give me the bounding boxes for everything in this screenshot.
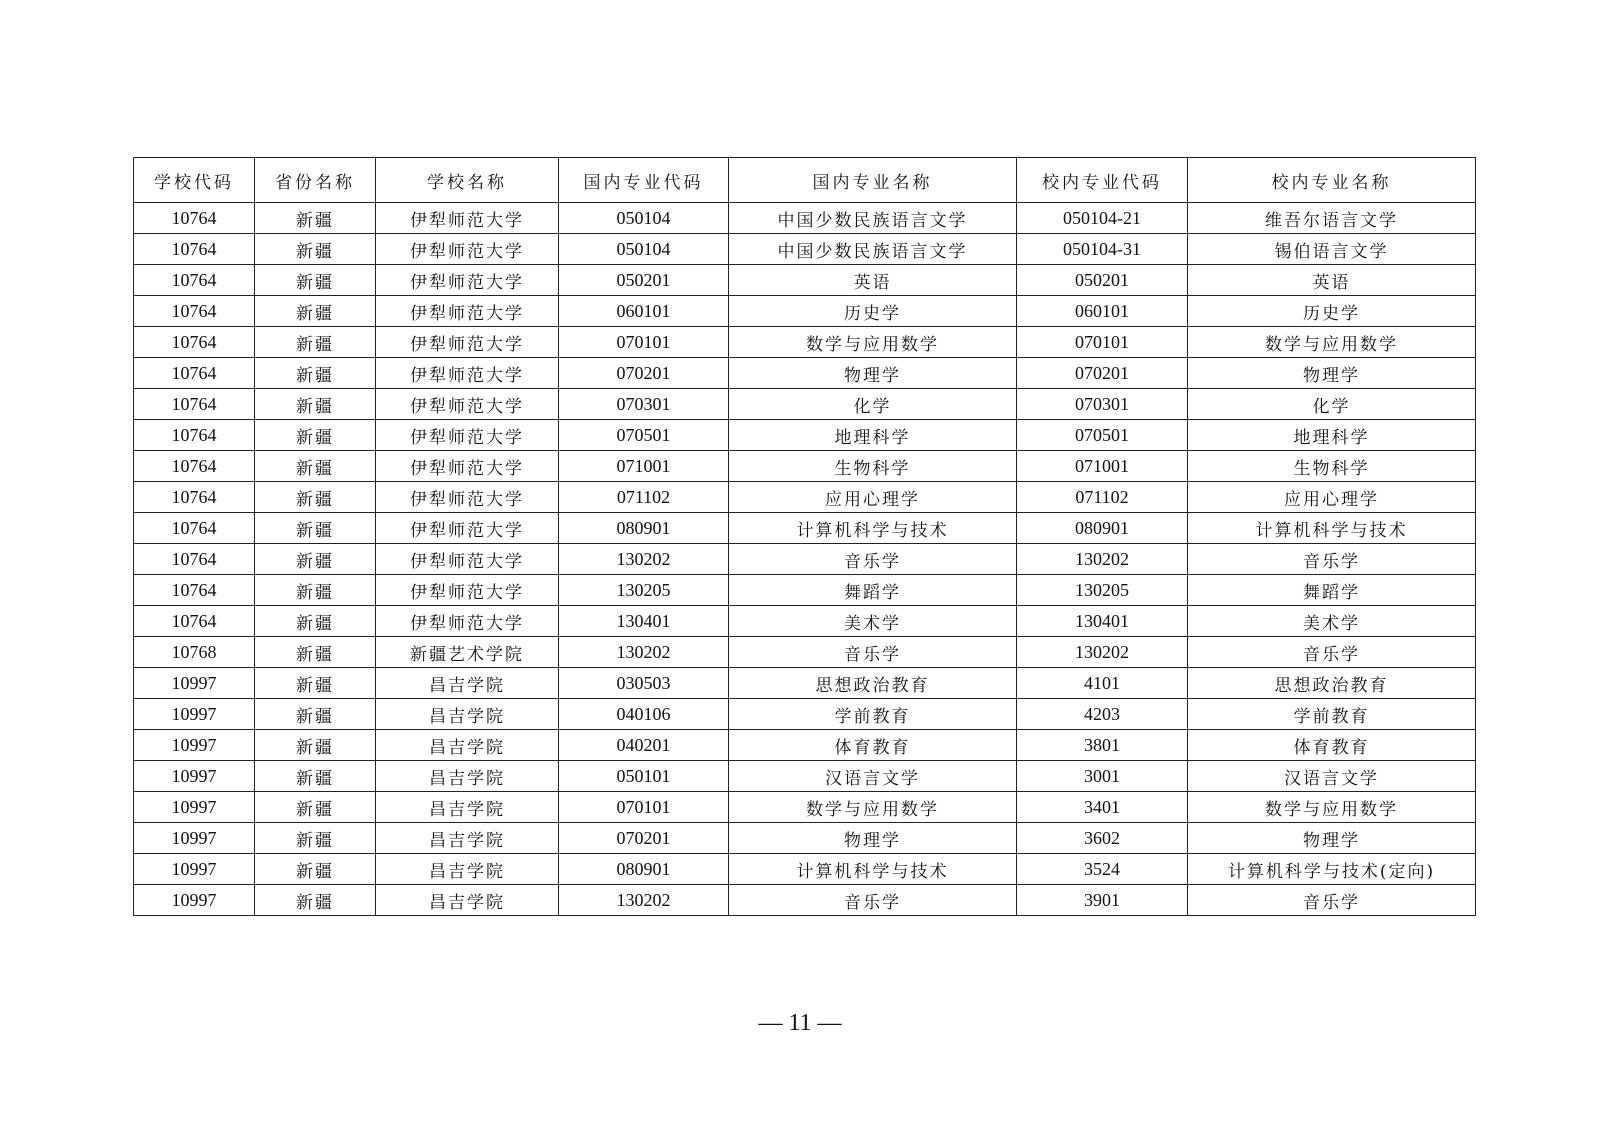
school-name-cell: 昌吉学院 bbox=[376, 885, 559, 916]
school-name-cell: 伊犁师范大学 bbox=[376, 358, 559, 389]
province-name-cell: 新疆 bbox=[255, 606, 376, 637]
national-major-name-cell: 地理科学 bbox=[729, 420, 1017, 451]
school-name-cell: 伊犁师范大学 bbox=[376, 296, 559, 327]
national-major-name-cell: 音乐学 bbox=[729, 544, 1017, 575]
campus-major-name-cell: 地理科学 bbox=[1188, 420, 1476, 451]
national-major-code-cell: 080901 bbox=[559, 513, 729, 544]
school-name-cell: 伊犁师范大学 bbox=[376, 575, 559, 606]
school-code-cell: 10764 bbox=[134, 451, 255, 482]
school-name-cell: 伊犁师范大学 bbox=[376, 389, 559, 420]
province-name-cell: 新疆 bbox=[255, 265, 376, 296]
province-name-cell: 新疆 bbox=[255, 544, 376, 575]
school-name-cell: 伊犁师范大学 bbox=[376, 606, 559, 637]
table-row bbox=[134, 513, 1476, 544]
province-name-cell: 新疆 bbox=[255, 420, 376, 451]
table-row bbox=[134, 606, 1476, 637]
campus-major-name-cell: 应用心理学 bbox=[1188, 482, 1476, 513]
school-name-cell: 伊犁师范大学 bbox=[376, 327, 559, 358]
school-code-cell: 10997 bbox=[134, 668, 255, 699]
header-campus-major-name: 校内专业名称 bbox=[1188, 158, 1476, 203]
table-row bbox=[134, 482, 1476, 513]
school-code-cell: 10764 bbox=[134, 358, 255, 389]
campus-major-name-cell: 音乐学 bbox=[1188, 637, 1476, 668]
header-national-major-name: 国内专业名称 bbox=[729, 158, 1017, 203]
campus-major-code-cell: 130401 bbox=[1017, 606, 1188, 637]
campus-major-name-cell: 历史学 bbox=[1188, 296, 1476, 327]
national-major-code-cell: 050104 bbox=[559, 234, 729, 265]
national-major-name-cell: 音乐学 bbox=[729, 637, 1017, 668]
table-row bbox=[134, 203, 1476, 234]
national-major-name-cell: 计算机科学与技术 bbox=[729, 854, 1017, 885]
campus-major-name-cell: 生物科学 bbox=[1188, 451, 1476, 482]
table-row bbox=[134, 699, 1476, 730]
table-row bbox=[134, 730, 1476, 761]
national-major-name-cell: 计算机科学与技术 bbox=[729, 513, 1017, 544]
national-major-name-cell: 英语 bbox=[729, 265, 1017, 296]
school-name-cell: 昌吉学院 bbox=[376, 761, 559, 792]
table-row bbox=[134, 451, 1476, 482]
campus-major-name-cell: 汉语言文学 bbox=[1188, 761, 1476, 792]
national-major-code-cell: 130205 bbox=[559, 575, 729, 606]
national-major-name-cell: 数学与应用数学 bbox=[729, 327, 1017, 358]
campus-major-name-cell: 体育教育 bbox=[1188, 730, 1476, 761]
school-name-cell: 昌吉学院 bbox=[376, 792, 559, 823]
table-row bbox=[134, 823, 1476, 854]
province-name-cell: 新疆 bbox=[255, 854, 376, 885]
province-name-cell: 新疆 bbox=[255, 296, 376, 327]
page-number: — 11 — bbox=[758, 1010, 842, 1036]
school-code-cell: 10768 bbox=[134, 637, 255, 668]
campus-major-name-cell: 数学与应用数学 bbox=[1188, 327, 1476, 358]
school-name-cell: 伊犁师范大学 bbox=[376, 420, 559, 451]
campus-major-code-cell: 070201 bbox=[1017, 358, 1188, 389]
campus-major-code-cell: 050104-31 bbox=[1017, 234, 1188, 265]
national-major-name-cell: 思想政治教育 bbox=[729, 668, 1017, 699]
header-school-code: 学校代码 bbox=[134, 158, 255, 203]
province-name-cell: 新疆 bbox=[255, 203, 376, 234]
province-name-cell: 新疆 bbox=[255, 358, 376, 389]
table-body bbox=[134, 203, 1476, 916]
province-name-cell: 新疆 bbox=[255, 823, 376, 854]
table-row bbox=[134, 327, 1476, 358]
school-code-cell: 10764 bbox=[134, 482, 255, 513]
national-major-code-cell: 070101 bbox=[559, 327, 729, 358]
campus-major-name-cell: 计算机科学与技术 bbox=[1188, 513, 1476, 544]
school-name-cell: 昌吉学院 bbox=[376, 823, 559, 854]
campus-major-name-cell: 舞蹈学 bbox=[1188, 575, 1476, 606]
school-code-cell: 10764 bbox=[134, 513, 255, 544]
campus-major-code-cell: 071001 bbox=[1017, 451, 1188, 482]
school-name-cell: 伊犁师范大学 bbox=[376, 265, 559, 296]
campus-major-code-cell: 3801 bbox=[1017, 730, 1188, 761]
campus-major-code-cell: 3901 bbox=[1017, 885, 1188, 916]
campus-major-name-cell: 思想政治教育 bbox=[1188, 668, 1476, 699]
table-row bbox=[134, 358, 1476, 389]
school-code-cell: 10764 bbox=[134, 389, 255, 420]
campus-major-code-cell: 080901 bbox=[1017, 513, 1188, 544]
campus-major-name-cell: 学前教育 bbox=[1188, 699, 1476, 730]
school-code-cell: 10997 bbox=[134, 699, 255, 730]
campus-major-code-cell: 070301 bbox=[1017, 389, 1188, 420]
table-row bbox=[134, 668, 1476, 699]
school-code-cell: 10997 bbox=[134, 730, 255, 761]
national-major-name-cell: 中国少数民族语言文学 bbox=[729, 234, 1017, 265]
national-major-name-cell: 化学 bbox=[729, 389, 1017, 420]
campus-major-code-cell: 070501 bbox=[1017, 420, 1188, 451]
national-major-name-cell: 音乐学 bbox=[729, 885, 1017, 916]
province-name-cell: 新疆 bbox=[255, 668, 376, 699]
national-major-name-cell: 数学与应用数学 bbox=[729, 792, 1017, 823]
campus-major-code-cell: 130202 bbox=[1017, 544, 1188, 575]
province-name-cell: 新疆 bbox=[255, 575, 376, 606]
campus-major-code-cell: 060101 bbox=[1017, 296, 1188, 327]
school-code-cell: 10997 bbox=[134, 823, 255, 854]
national-major-code-cell: 130401 bbox=[559, 606, 729, 637]
table-row bbox=[134, 265, 1476, 296]
national-major-name-cell: 体育教育 bbox=[729, 730, 1017, 761]
header-national-major-code: 国内专业代码 bbox=[559, 158, 729, 203]
national-major-code-cell: 040106 bbox=[559, 699, 729, 730]
campus-major-code-cell: 3401 bbox=[1017, 792, 1188, 823]
table-row bbox=[134, 885, 1476, 916]
header-campus-major-code: 校内专业代码 bbox=[1017, 158, 1188, 203]
national-major-code-cell: 040201 bbox=[559, 730, 729, 761]
school-code-cell: 10764 bbox=[134, 234, 255, 265]
national-major-name-cell: 历史学 bbox=[729, 296, 1017, 327]
campus-major-name-cell: 化学 bbox=[1188, 389, 1476, 420]
table-row bbox=[134, 296, 1476, 327]
table-row bbox=[134, 389, 1476, 420]
national-major-code-cell: 080901 bbox=[559, 854, 729, 885]
campus-major-code-cell: 071102 bbox=[1017, 482, 1188, 513]
table-row bbox=[134, 575, 1476, 606]
table-row bbox=[134, 854, 1476, 885]
campus-major-code-cell: 3001 bbox=[1017, 761, 1188, 792]
campus-major-code-cell: 070101 bbox=[1017, 327, 1188, 358]
national-major-code-cell: 050104 bbox=[559, 203, 729, 234]
national-major-code-cell: 070201 bbox=[559, 823, 729, 854]
national-major-name-cell: 美术学 bbox=[729, 606, 1017, 637]
table-header-row bbox=[134, 158, 1476, 203]
national-major-name-cell: 中国少数民族语言文学 bbox=[729, 203, 1017, 234]
table-row bbox=[134, 761, 1476, 792]
school-code-cell: 10997 bbox=[134, 885, 255, 916]
national-major-name-cell: 应用心理学 bbox=[729, 482, 1017, 513]
school-name-cell: 昌吉学院 bbox=[376, 699, 559, 730]
campus-major-code-cell: 050104-21 bbox=[1017, 203, 1188, 234]
table-row bbox=[134, 544, 1476, 575]
national-major-name-cell: 汉语言文学 bbox=[729, 761, 1017, 792]
campus-major-code-cell: 130202 bbox=[1017, 637, 1188, 668]
school-code-cell: 10764 bbox=[134, 544, 255, 575]
national-major-code-cell: 071001 bbox=[559, 451, 729, 482]
national-major-code-cell: 050101 bbox=[559, 761, 729, 792]
national-major-name-cell: 物理学 bbox=[729, 358, 1017, 389]
school-code-cell: 10764 bbox=[134, 203, 255, 234]
national-major-code-cell: 071102 bbox=[559, 482, 729, 513]
table-row bbox=[134, 792, 1476, 823]
campus-major-name-cell: 数学与应用数学 bbox=[1188, 792, 1476, 823]
table-row bbox=[134, 234, 1476, 265]
province-name-cell: 新疆 bbox=[255, 761, 376, 792]
national-major-code-cell: 070101 bbox=[559, 792, 729, 823]
school-name-cell: 新疆艺术学院 bbox=[376, 637, 559, 668]
school-code-cell: 10764 bbox=[134, 327, 255, 358]
header-school-name: 学校名称 bbox=[376, 158, 559, 203]
campus-major-code-cell: 3602 bbox=[1017, 823, 1188, 854]
national-major-name-cell: 物理学 bbox=[729, 823, 1017, 854]
national-major-code-cell: 060101 bbox=[559, 296, 729, 327]
school-code-cell: 10997 bbox=[134, 854, 255, 885]
province-name-cell: 新疆 bbox=[255, 234, 376, 265]
campus-major-name-cell: 音乐学 bbox=[1188, 544, 1476, 575]
national-major-code-cell: 070501 bbox=[559, 420, 729, 451]
school-name-cell: 昌吉学院 bbox=[376, 730, 559, 761]
campus-major-code-cell: 130205 bbox=[1017, 575, 1188, 606]
province-name-cell: 新疆 bbox=[255, 637, 376, 668]
school-code-cell: 10764 bbox=[134, 265, 255, 296]
campus-major-code-cell: 4101 bbox=[1017, 668, 1188, 699]
school-name-cell: 伊犁师范大学 bbox=[376, 234, 559, 265]
national-major-name-cell: 生物科学 bbox=[729, 451, 1017, 482]
campus-major-name-cell: 英语 bbox=[1188, 265, 1476, 296]
province-name-cell: 新疆 bbox=[255, 885, 376, 916]
campus-major-name-cell: 锡伯语言文学 bbox=[1188, 234, 1476, 265]
table-row bbox=[134, 637, 1476, 668]
header-province-name: 省份名称 bbox=[255, 158, 376, 203]
campus-major-code-cell: 3524 bbox=[1017, 854, 1188, 885]
province-name-cell: 新疆 bbox=[255, 482, 376, 513]
national-major-code-cell: 130202 bbox=[559, 637, 729, 668]
campus-major-code-cell: 4203 bbox=[1017, 699, 1188, 730]
school-code-cell: 10997 bbox=[134, 761, 255, 792]
province-name-cell: 新疆 bbox=[255, 792, 376, 823]
national-major-code-cell: 070201 bbox=[559, 358, 729, 389]
campus-major-name-cell: 美术学 bbox=[1188, 606, 1476, 637]
school-name-cell: 伊犁师范大学 bbox=[376, 203, 559, 234]
school-code-cell: 10764 bbox=[134, 296, 255, 327]
national-major-code-cell: 050201 bbox=[559, 265, 729, 296]
school-code-cell: 10764 bbox=[134, 575, 255, 606]
national-major-name-cell: 学前教育 bbox=[729, 699, 1017, 730]
school-name-cell: 昌吉学院 bbox=[376, 668, 559, 699]
school-name-cell: 伊犁师范大学 bbox=[376, 482, 559, 513]
campus-major-name-cell: 计算机科学与技术(定向) bbox=[1188, 854, 1476, 885]
campus-major-name-cell: 物理学 bbox=[1188, 358, 1476, 389]
school-name-cell: 昌吉学院 bbox=[376, 854, 559, 885]
campus-major-code-cell: 050201 bbox=[1017, 265, 1188, 296]
major-table bbox=[133, 157, 1476, 916]
campus-major-name-cell: 物理学 bbox=[1188, 823, 1476, 854]
province-name-cell: 新疆 bbox=[255, 730, 376, 761]
province-name-cell: 新疆 bbox=[255, 513, 376, 544]
province-name-cell: 新疆 bbox=[255, 327, 376, 358]
school-name-cell: 伊犁师范大学 bbox=[376, 544, 559, 575]
school-code-cell: 10764 bbox=[134, 420, 255, 451]
campus-major-name-cell: 音乐学 bbox=[1188, 885, 1476, 916]
national-major-code-cell: 070301 bbox=[559, 389, 729, 420]
national-major-code-cell: 030503 bbox=[559, 668, 729, 699]
province-name-cell: 新疆 bbox=[255, 451, 376, 482]
national-major-name-cell: 舞蹈学 bbox=[729, 575, 1017, 606]
school-name-cell: 伊犁师范大学 bbox=[376, 513, 559, 544]
table-row bbox=[134, 420, 1476, 451]
province-name-cell: 新疆 bbox=[255, 389, 376, 420]
school-name-cell: 伊犁师范大学 bbox=[376, 451, 559, 482]
province-name-cell: 新疆 bbox=[255, 699, 376, 730]
school-code-cell: 10997 bbox=[134, 792, 255, 823]
national-major-code-cell: 130202 bbox=[559, 544, 729, 575]
national-major-code-cell: 130202 bbox=[559, 885, 729, 916]
campus-major-name-cell: 维吾尔语言文学 bbox=[1188, 203, 1476, 234]
school-code-cell: 10764 bbox=[134, 606, 255, 637]
